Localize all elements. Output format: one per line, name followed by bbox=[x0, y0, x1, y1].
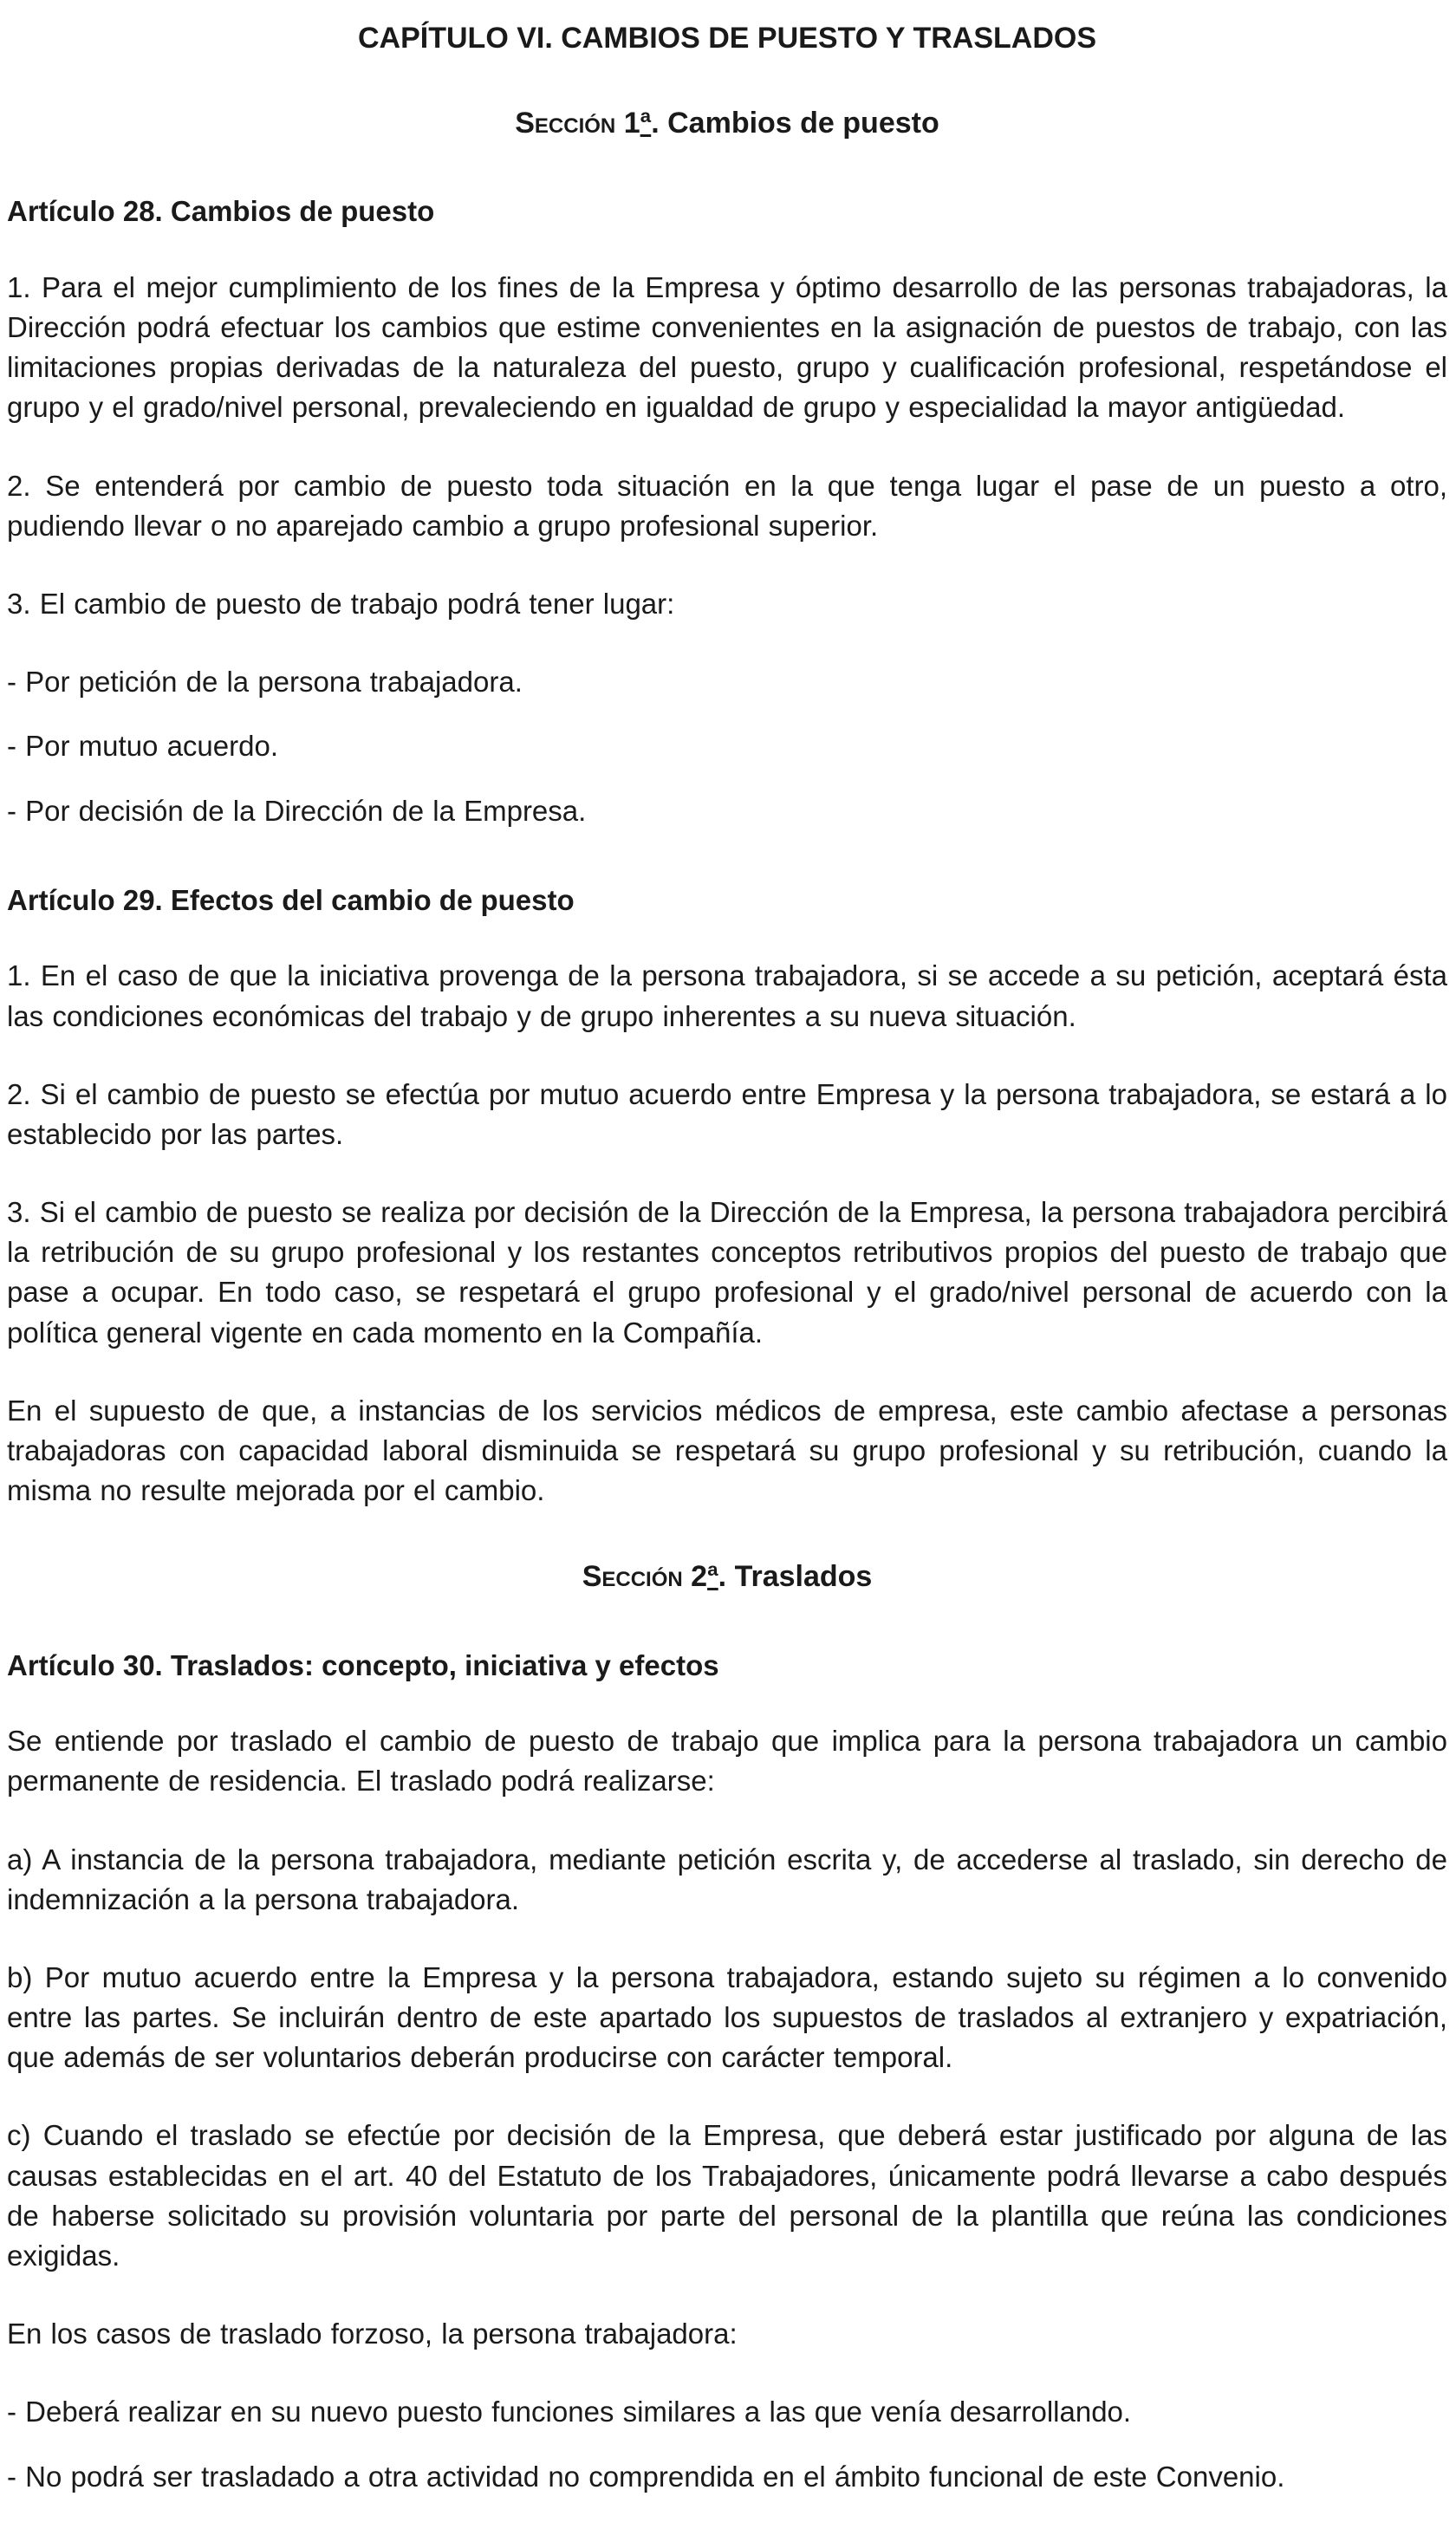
paragraph: 3. Si el cambio de puesto se realiza por decisión de la Dirección de la Empresa, la persona trabajadora percibirá la retribución de su grupo profesional y los restantes conceptos retributivos propios del puesto de trabajo que pase a ocupar. En todo caso, se respetará el grupo profesional y el grado/nivel personal de acuerdo con la política general vigente en cada momento en la Compañía. bbox=[7, 1196, 1447, 1349]
list-item: - Por mutuo acuerdo. bbox=[7, 730, 278, 763]
list-item: - Por decisión de la Dirección de la Empresa. bbox=[7, 794, 587, 827]
list-item: - Por petición de la persona trabajadora. bbox=[7, 666, 523, 699]
paragraph: 1. En el caso de que la iniciativa provenga de la persona trabajadora, si se accede a su petición, aceptará ésta las condiciones económicas del trabajo y de grupo inherentes a su nueva situación. bbox=[7, 959, 1447, 1032]
section-2-title-text: . Traslados bbox=[718, 1560, 873, 1594]
section-1-heading bbox=[7, 104, 1447, 142]
section-1-number: 1 bbox=[615, 107, 640, 140]
paragraph: 3. El cambio de puesto de trabajo podrá tener lugar: bbox=[7, 588, 675, 621]
paragraph: 2. Si el cambio de puesto se efectúa por mutuo acuerdo entre Empresa y la persona trabajadora, se estará a lo establecido por las partes. bbox=[7, 1077, 1447, 1150]
section-1-label: Sección bbox=[515, 107, 616, 140]
paragraph: a) A instancia de la persona trabajadora, mediante petición escrita y, de accederse al traslado, sin derecho de indemnización a la persona trabajadora. bbox=[7, 1843, 1447, 1915]
paragraph: Se entiende por traslado el cambio de puesto de trabajo que implica para la persona trabajadora un cambio permanente de residencia. El traslado podrá realizarse: bbox=[7, 1725, 1447, 1798]
article-28-title: Artículo 28. Cambios de puesto bbox=[7, 195, 435, 228]
chapter-title: CAPÍTULO VI. CAMBIOS DE PUESTO Y TRASLADOS bbox=[358, 22, 1096, 55]
paragraph: En el supuesto de que, a instancias de los servicios médicos de empresa, este cambio afectase a personas trabajadoras con capacidad laboral disminuida se respetará su grupo profesional y su retribución, cuando la misma no resulte mejorada por el cambio. bbox=[7, 1394, 1447, 1507]
section-1-ordinal: ª bbox=[640, 107, 652, 140]
paragraph: c) Cuando el traslado se efectúe por decisión de la Empresa, que deberá estar justificado por alguna de las causas establecidas en el art. 40 del Estatuto de los Trabajadores, únicamente podrá llevarse a cabo después de haberse solicitado su provisión voluntaria por parte del personal de la plantilla que reúna las condiciones exigidas. bbox=[7, 2119, 1447, 2272]
paragraph: b) Por mutuo acuerdo entre la Empresa y la persona trabajadora, estando sujeto su régimen a lo convenido entre las partes. Se incluirán dentro de este apartado los supuestos de traslados al extranjero y expatriación, que además de ser voluntarios deberán producirse con carácter temporal. bbox=[7, 1960, 1447, 2074]
section-2-ordinal: ª bbox=[707, 1560, 718, 1594]
section-2-label: Sección bbox=[582, 1560, 683, 1594]
list-item: - Deberá realizar en su nuevo puesto funciones similares a las que venía desarrollando. bbox=[7, 2396, 1132, 2428]
article-29-title: Artículo 29. Efectos del cambio de puesto bbox=[7, 883, 575, 916]
section-2-number: 2 bbox=[682, 1560, 708, 1594]
list-item: - No podrá ser trasladado a otra actividad no comprendida en el ámbito funcional de este Convenio. bbox=[7, 2460, 1285, 2493]
paragraph: En los casos de traslado forzoso, la persona trabajadora: bbox=[7, 2318, 738, 2350]
article-30-title: Artículo 30. Traslados: concepto, iniciativa y efectos bbox=[7, 1648, 719, 1681]
section-1-title-text: . Cambios de puesto bbox=[651, 107, 939, 140]
paragraph: 1. Para el mejor cumplimiento de los fines de la Empresa y óptimo desarrollo de las personas trabajadoras, la Dirección podrá efectuar los cambios que estime convenientes en la asignación de puestos de trabajo, con las limitaciones propias derivadas de la naturaleza del puesto, grupo y cualificación profesional, respetándose el grupo y el grado/nivel personal, prevaleciendo en igualdad de grupo y especialidad la mayor antigüedad. bbox=[7, 270, 1447, 424]
paragraph: 2. Se entenderá por cambio de puesto toda situación en la que tenga lugar el pase de un puesto a otro, pudiendo llevar o no aparejado cambio a grupo profesional superior. bbox=[7, 469, 1447, 542]
section-2-heading bbox=[7, 1557, 1447, 1596]
